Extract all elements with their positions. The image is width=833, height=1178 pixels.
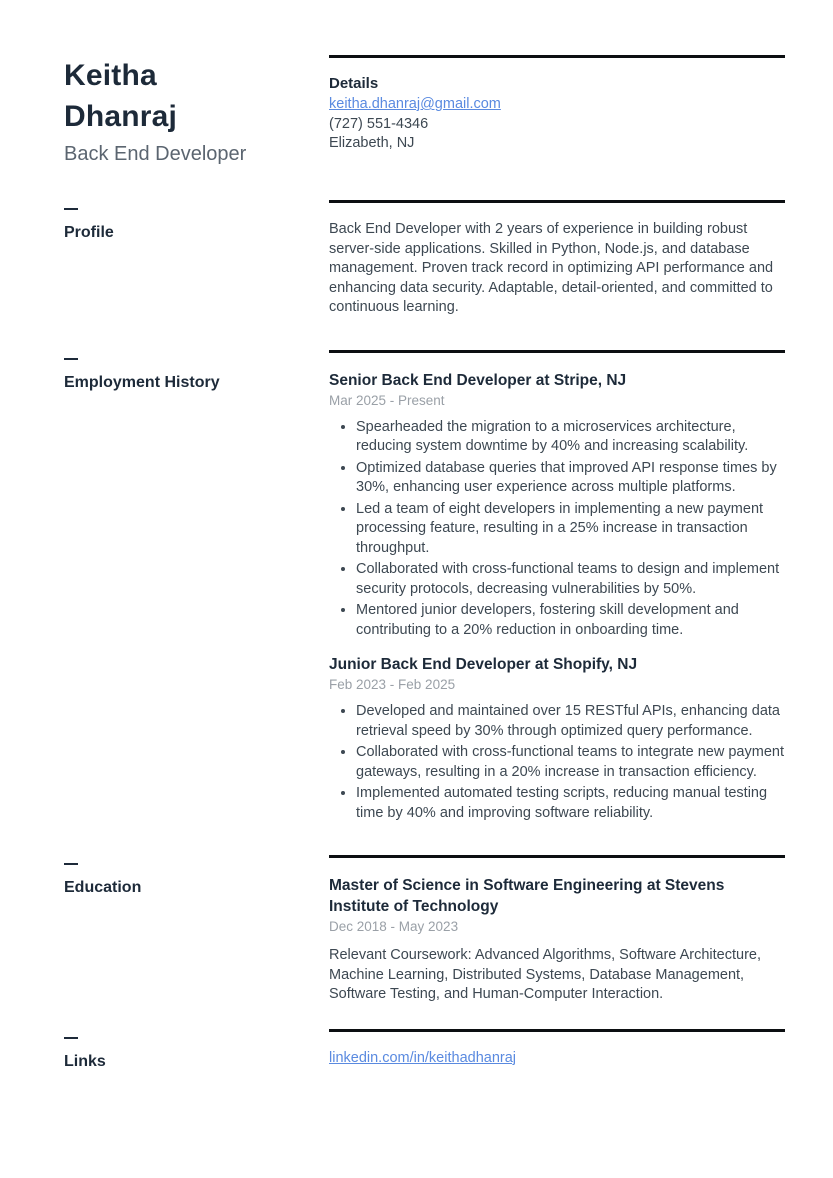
job-entry [329, 654, 785, 823]
employment-label: Employment History [64, 373, 220, 391]
job-bullet: • Led a team of eight developers in implementing a new payment processing feature, resulting in a 25% increase in transaction throughput. [356, 500, 785, 559]
education-label: Education [64, 879, 142, 896]
employment-content [329, 350, 785, 826]
profile-content [329, 200, 785, 318]
job-bullet: • Implemented automated testing scripts, reducing manual testing time by 40% and improving software reliability. [356, 784, 785, 823]
job-bullet: • Collaborated with cross-functional teams to integrate new payment gateways, resulting in a 20% increase in transaction efficiency. [356, 743, 785, 782]
links-content [329, 1029, 785, 1071]
job-entry [329, 370, 785, 641]
name-block [64, 55, 329, 168]
job-bullet: • Optimized database queries that improved API response times by 30%, enhancing user experience across multiple platforms. [356, 459, 785, 498]
employment-label-block [64, 350, 329, 826]
linkedin-link[interactable]: linkedin.com/in/keithadhanraj [329, 1049, 516, 1066]
job-bullet: • Collaborated with cross-functional teams to design and implement security protocols, decreasing vulnerabilities by 50%. [356, 560, 785, 599]
job-dates: Mar 2025 - Present [329, 392, 445, 408]
job-dates: Feb 2023 - Feb 2025 [329, 677, 456, 692]
person-name: Keitha Dhanraj [64, 59, 178, 133]
location-text: Elizabeth, NJ [329, 135, 415, 151]
profile-label-block [64, 200, 329, 318]
phone-number: (727) 551-4346 [329, 115, 429, 132]
links-section [64, 1029, 785, 1071]
education-content [329, 855, 785, 1005]
details-heading: Details [329, 75, 379, 92]
links-label-block [64, 1029, 329, 1071]
job-bullets [329, 702, 785, 823]
education-dates: Dec 2018 - May 2023 [329, 919, 459, 934]
profile-label: Profile [64, 224, 114, 241]
job-bullet: • Spearheaded the migration to a microservices architecture, reducing system downtime by 40% and increasing scalability. [356, 418, 785, 457]
education-label-block [64, 855, 329, 1005]
employment-jobs [329, 353, 785, 824]
job-title: Junior Back End Developer at Shopify, NJ [329, 656, 638, 673]
section-dash [64, 1037, 78, 1039]
links-label: Links [64, 1052, 106, 1070]
email-link[interactable]: keitha.dhanraj@gmail.com [329, 96, 501, 112]
job-bullets [329, 418, 785, 641]
section-dash [64, 208, 78, 210]
employment-section [64, 350, 785, 826]
profile-text: Back End Developer with 2 years of experience in building robust server-side applications. Skilled in Python, Node.js, and database management. Proven track record in optimizing API performance and enhancing data security. Adaptable, detail-oriented, and committed to continuous learning. [329, 221, 774, 315]
section-dash [64, 358, 78, 360]
job-bullet: • Mentored junior developers, fostering skill development and contributing to a 20% reduction in onboarding time. [356, 601, 785, 640]
job-role-subtitle: Back End Developer [64, 143, 247, 165]
education-section [64, 855, 785, 1005]
details-block [329, 55, 785, 168]
section-dash [64, 863, 78, 865]
coursework-text: Relevant Coursework: Advanced Algorithms, Software Architecture, Machine Learning, Distributed Systems, Database Management, Software Testing, and Human-Computer Interaction. [329, 947, 761, 1002]
degree-title: Master of Science in Software Engineering at Stevens Institute of Technology [329, 877, 725, 915]
header-section [64, 55, 785, 168]
job-bullet: • Developed and maintained over 15 RESTful APIs, enhancing data retrieval speed by 30% through optimized query performance. [356, 702, 785, 741]
profile-section [64, 200, 785, 318]
job-title: Senior Back End Developer at Stripe, NJ [329, 371, 627, 389]
